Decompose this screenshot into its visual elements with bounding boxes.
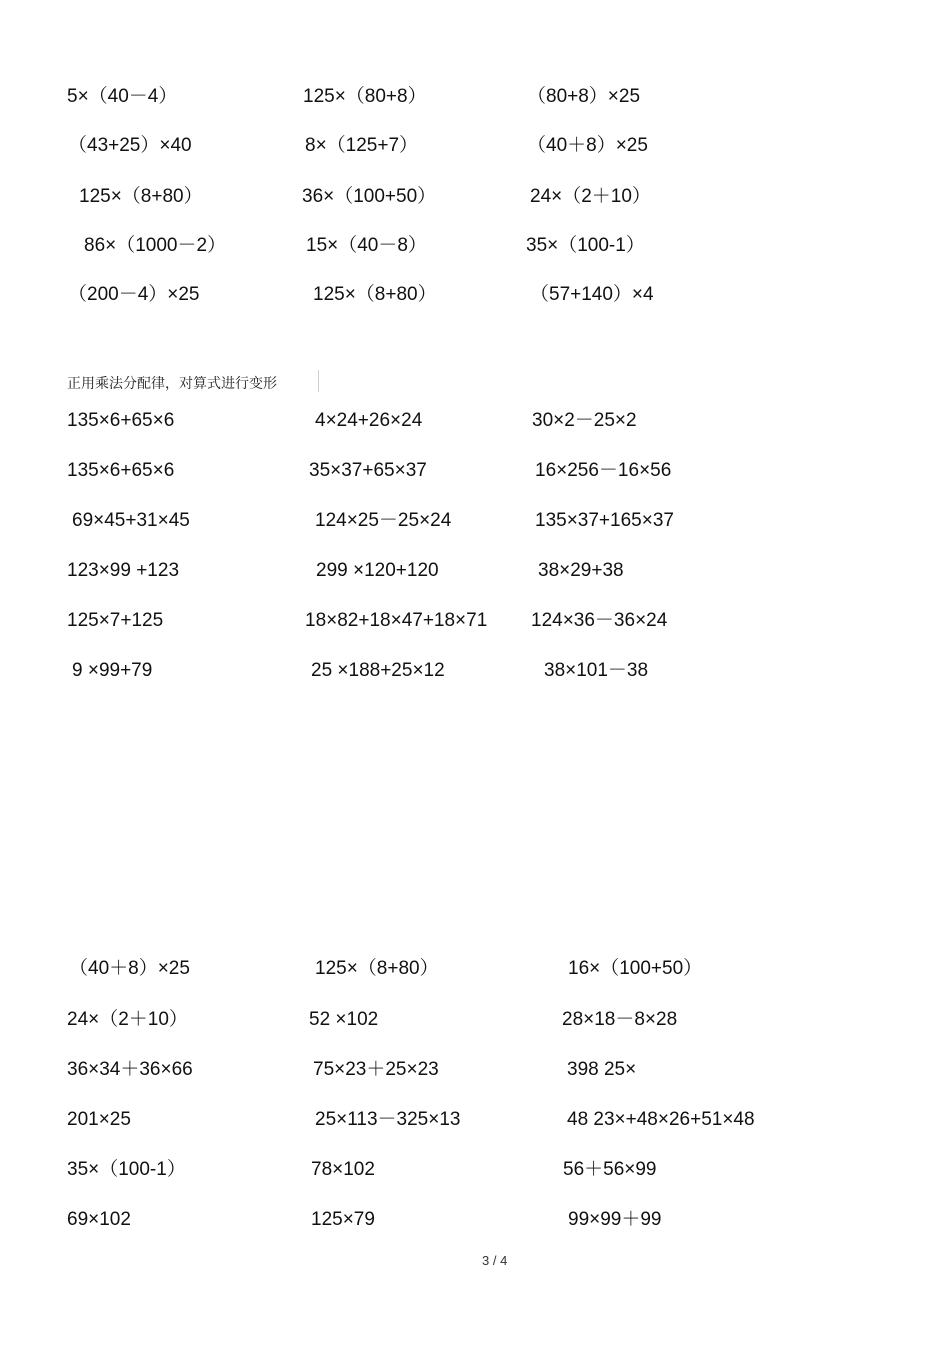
exercise: （80+8）×25 <box>527 86 641 107</box>
exercise: （200－4）×25 <box>68 284 200 305</box>
exercise: 35×（100-1） <box>67 1159 186 1180</box>
exercise: 69×45+31×45 <box>72 510 190 531</box>
exercise: 56＋56×99 <box>563 1159 657 1180</box>
exercise: （40＋8）×25 <box>69 958 190 979</box>
exercise: 125×（8+80） <box>315 958 439 979</box>
exercise: 125×7+125 <box>67 610 164 631</box>
exercise: 35×37+65×37 <box>309 460 427 481</box>
exercise: 48 23×+48×26+51×48 <box>567 1109 755 1130</box>
exercise: 125×79 <box>311 1209 375 1230</box>
exercise: 52 ×102 <box>309 1009 379 1030</box>
exercise: 36×（100+50） <box>302 186 437 207</box>
exercise: 299 ×120+120 <box>316 560 439 581</box>
exercise: 16×（100+50） <box>568 958 703 979</box>
exercise: 9 ×99+79 <box>72 660 153 681</box>
exercise: 124×25－25×24 <box>315 510 452 531</box>
exercise: 123×99 +123 <box>67 560 180 581</box>
exercise: （43+25）×40 <box>68 135 192 156</box>
page-number: 3 / 4 <box>482 1253 508 1268</box>
exercise: 124×36－36×24 <box>531 610 668 631</box>
exercise: 75×23＋25×23 <box>313 1059 439 1080</box>
exercise: （40＋8）×25 <box>527 135 648 156</box>
exercise: 16×256－16×56 <box>535 460 672 481</box>
exercise: 125×（80+8） <box>303 86 427 107</box>
exercise: 25 ×188+25×12 <box>311 660 445 681</box>
exercise: 18×82+18×47+18×71 <box>305 610 488 631</box>
exercise: 38×29+38 <box>538 560 624 581</box>
exercise: 135×6+65×6 <box>67 410 175 431</box>
exercise: 4×24+26×24 <box>315 410 423 431</box>
exercise: （57+140）×4 <box>530 284 654 305</box>
exercise: 125×（8+80） <box>313 284 437 305</box>
exercise: 201×25 <box>67 1109 131 1130</box>
exercise: 38×101－38 <box>544 660 649 681</box>
exercise: 24×（2＋10） <box>67 1009 188 1030</box>
exercise: 99×99＋99 <box>568 1209 662 1230</box>
exercise: 28×18－8×28 <box>562 1009 678 1030</box>
divider <box>318 370 319 392</box>
exercise: 36×34＋36×66 <box>67 1059 193 1080</box>
exercise: 398 25× <box>567 1059 637 1080</box>
exercise: 35×（100-1） <box>526 235 645 256</box>
exercise: 78×102 <box>311 1159 375 1180</box>
exercise: 30×2－25×2 <box>532 410 637 431</box>
exercise: 135×6+65×6 <box>67 460 175 481</box>
exercise: 15×（40－8） <box>306 235 427 256</box>
exercise: 24×（2＋10） <box>530 186 651 207</box>
section-2-title: 正用乘法分配律，对算式进行变形 <box>67 376 277 392</box>
exercise: 86×（1000－2） <box>84 235 227 256</box>
exercise: 135×37+165×37 <box>535 510 674 531</box>
exercise: 8×（125+7） <box>305 135 419 156</box>
exercise: 69×102 <box>67 1209 131 1230</box>
exercise: 125×（8+80） <box>79 186 203 207</box>
exercise: 5×（40－4） <box>67 86 178 107</box>
exercise: 25×113－325×13 <box>315 1109 461 1130</box>
